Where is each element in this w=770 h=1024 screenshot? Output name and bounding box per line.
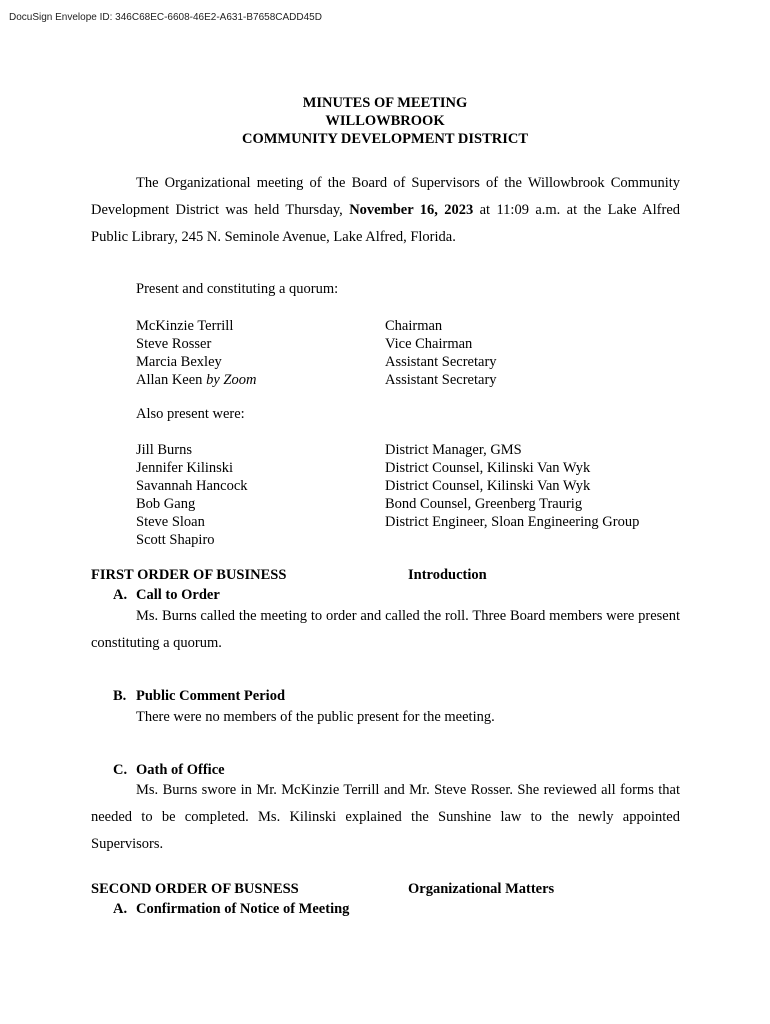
attendee-name: Savannah Hancock <box>136 478 248 494</box>
attendee-name: Bob Gang <box>136 496 196 512</box>
intro-text-before: The Organizational meeting of the Board of Supervisors of the Willowbrook Community Development District was held Thursday, <box>91 175 680 218</box>
also-present-heading: Also present were: <box>136 406 245 422</box>
quorum-name: McKinzie Terrill <box>136 318 234 334</box>
zoom-note: by Zoom <box>206 372 257 388</box>
intro-text-after: at 11:09 a.m. at the Lake Alfred Public Library, 245 N. Seminole Avenue, Lake Alfred, Florida. <box>91 202 681 245</box>
attendee-role: District Manager, GMS <box>385 442 522 458</box>
oath-of-office-text: Ms. Burns swore in Mr. McKinzie Terrill and Mr. Steve Rosser. She reviewed all forms that needed to be completed. Ms. Kilinski explained the Sunshine law to the newly appointed Supervisors. <box>91 782 680 852</box>
first-order-title: Introduction <box>408 567 487 583</box>
second-order-title: Organizational Matters <box>408 881 555 897</box>
quorum-role: Assistant Secretary <box>385 372 497 388</box>
intro-paragraph <box>91 170 680 251</box>
quorum-role: Chairman <box>385 318 443 334</box>
quorum-names <box>136 317 256 389</box>
notice-of-meeting-heading: A. Confirmation of Notice of Meeting <box>113 901 350 917</box>
document-title <box>0 94 770 148</box>
envelope-id: DocuSign Envelope ID: 346C68EC-6608-46E2-A631-B7658CADD45D <box>9 12 322 23</box>
quorum-role: Vice Chairman <box>385 336 473 352</box>
quorum-name: Marcia Bexley <box>136 354 222 370</box>
attendee-name: Scott Shapiro <box>136 532 215 548</box>
quorum-name: Allan Keen by Zoom <box>136 372 257 388</box>
attendee-role: District Counsel, Kilinski Van Wyk <box>385 478 591 494</box>
title-line-2: WILLOWBROOK <box>325 113 445 129</box>
meeting-date: November 16, 2023 <box>349 202 474 218</box>
quorum-heading: Present and constituting a quorum: <box>136 281 339 297</box>
oath-of-office-heading: C. Oath of Office <box>113 762 225 778</box>
title-line-1: MINUTES OF MEETING <box>302 95 468 111</box>
quorum-roles <box>385 317 497 389</box>
attendee-name: Jennifer Kilinski <box>136 460 234 476</box>
second-order-label: SECOND ORDER OF BUSNESS <box>91 881 299 897</box>
title-line-3: COMMUNITY DEVELOPMENT DISTRICT <box>242 131 528 147</box>
attendee-name: Steve Sloan <box>136 514 205 530</box>
call-to-order-heading: A. Call to Order <box>113 587 220 603</box>
attendee-role: District Counsel, Kilinski Van Wyk <box>385 460 591 476</box>
call-to-order-text: Ms. Burns called the meeting to order and called the roll. Three Board members were present constituting a quorum. <box>91 608 680 651</box>
quorum-name: Steve Rosser <box>136 336 212 352</box>
attendee-name: Jill Burns <box>136 442 192 458</box>
attendee-role: Bond Counsel, Greenberg Traurig <box>385 496 583 512</box>
also-present-roles <box>385 441 639 531</box>
quorum-role: Assistant Secretary <box>385 354 497 370</box>
first-order-label: FIRST ORDER OF BUSINESS <box>91 567 287 583</box>
public-comment-heading: B. Public Comment Period <box>113 688 286 704</box>
attendee-role: District Engineer, Sloan Engineering Group <box>385 514 640 530</box>
public-comment-text: There were no members of the public present for the meeting. <box>136 709 495 725</box>
also-present-names <box>136 441 248 549</box>
